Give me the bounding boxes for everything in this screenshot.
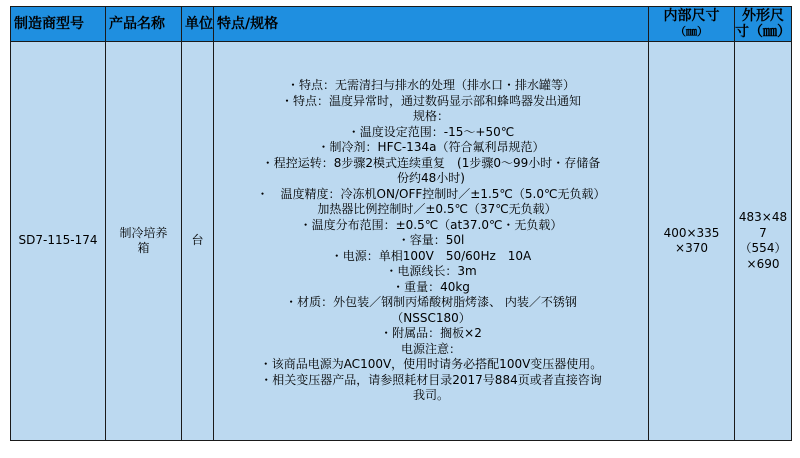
cell-inner-size [649,42,735,441]
spec-line: ・附属品：搁板×2 [380,326,482,341]
spec-line: ・电源：单相100V 50/60Hz 10A [330,248,532,263]
header-model: 制造商型号 [11,7,106,42]
header-row [11,7,792,42]
cell-product-line2: 箱 [137,241,150,255]
header-inner-size-line1: 内部尺寸 [663,8,720,24]
spec-line: ・特点：无需清扫与排水的处理（排水口・排水罐等） [286,78,575,93]
spec-line: 我司。 [412,388,449,403]
header-inner-size-line2: （㎜） [675,25,708,38]
cell-unit: 台 [182,42,214,441]
table-row [11,42,792,441]
spec-line: ・重量：40kg [392,279,470,294]
spec-line: 加热器比例控制时／±0.5℃（37℃无负载） [305,202,557,217]
spec-line: 电源注意： [400,341,461,356]
header-outer-size-line1: 外形尺 [742,8,784,24]
outer-size-line4: ×690 [746,256,780,271]
cell-product-line1: 制冷培养 [119,225,168,240]
spec-line: ・材质：外包装／钢制丙烯酸树脂烤漆、 内装／不锈钢 [285,295,577,310]
spec-line: 份约48小时) [397,171,465,186]
cell-spec [214,42,649,441]
spec-line: ・温度分布范围：±0.5℃（at37.0℃・无负载） [299,217,563,232]
cell-product [106,42,182,441]
outer-size-line2: 7 [759,225,767,240]
outer-size-line1: 483×48 [738,210,788,224]
header-product: 产品名称 [106,7,182,42]
header-outer-size [735,7,792,42]
header-unit: 单位 [182,7,214,42]
spec-line: ・ 温度精度：冷冻机ON/OFF控制时／±1.5℃（5.0℃无负载） [256,186,606,201]
spec-line: 规格： [412,109,449,124]
outer-size-line3: （554） [739,241,787,255]
header-inner-size [649,7,735,42]
spec-line: ・电源线长：3m [385,264,477,279]
spec-line: ・该商品电源为AC100V，使用时请务必搭配100V变压器使用。 [259,357,603,372]
spec-line: ・容量：50l [397,233,465,248]
spec-line: ・相关变压器产品，请参照耗材目录2017号884页或者直接咨询 [260,372,602,387]
cell-outer-size [735,42,792,441]
cell-model: SD7-115-174 [11,42,106,441]
spec-line: （NSSC180） [391,310,471,325]
product-spec-table [10,6,792,441]
header-spec: 特点/规格 [214,7,649,42]
spec-line: ・温度设定范围：-15～+50℃ [347,124,515,139]
spec-line: ・制冷剂：HFC-134a（符合氟利昂规范） [317,140,545,155]
inner-size-line2: ×370 [675,241,708,255]
inner-size-line1: 400×335 [663,225,720,240]
header-outer-size-line2: 寸（㎜） [735,24,791,40]
spec-line: ・特点：温度异常时，通过数码显示部和蜂鸣器发出通知 [280,93,581,108]
spec-line: ・程控运转：8步骤2模式连续重复 (1步骤0～99小时・存储备 [261,155,601,170]
spec-lines [214,78,648,404]
